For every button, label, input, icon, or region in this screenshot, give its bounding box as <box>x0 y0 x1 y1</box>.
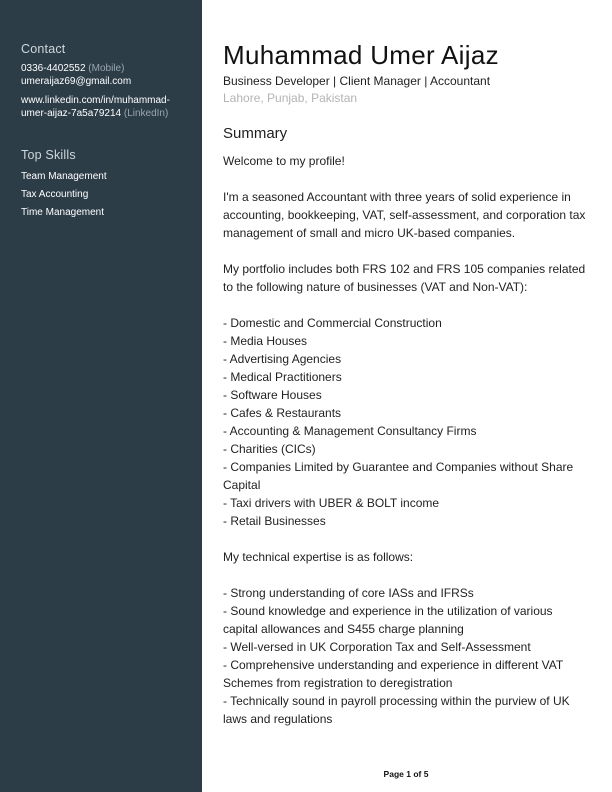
summary-line: - Accounting & Management Consultancy Firms <box>223 424 477 438</box>
profile-location: Lahore, Punjab, Pakistan <box>223 91 358 105</box>
summary-line: - Medical Practitioners <box>223 370 342 384</box>
summary-line: - Cafes & Restaurants <box>223 406 342 420</box>
profile-name: Muhammad Umer Aijaz <box>223 40 499 70</box>
summary-line <box>223 242 595 260</box>
summary-line: to the following nature of businesses (VAT and Non-VAT): <box>223 280 528 294</box>
skill-item: Team Management <box>21 171 107 182</box>
skills-heading: Top Skills <box>21 148 76 162</box>
linkedin-url-part1: www.linkedin.com/in/muhammad- <box>21 95 170 106</box>
summary-line <box>223 566 595 584</box>
summary-line: - Companies Limited by Guarantee and Companies without Share <box>223 460 574 474</box>
summary-line: laws and regulations <box>223 712 333 726</box>
summary-line: - Sound knowledge and experience in the utilization of various <box>223 604 553 618</box>
linkedin-link[interactable] <box>21 94 199 120</box>
sidebar <box>0 0 202 792</box>
summary-line: - Taxi drivers with UBER & BOLT income <box>223 496 440 510</box>
summary-line: - Strong understanding of core IASs and IFRSs <box>223 586 474 600</box>
skill-item: Time Management <box>21 207 104 218</box>
email-link[interactable]: umeraijaz69@gmail.com <box>21 76 132 87</box>
phone-type: (Mobile) <box>88 63 125 74</box>
contact-section <box>21 42 199 120</box>
summary-line: My portfolio includes both FRS 102 and FRS 105 companies related <box>223 262 586 276</box>
skill-item: Tax Accounting <box>21 189 89 200</box>
profile-headline: Business Developer | Client Manager | Accountant <box>223 74 491 88</box>
summary-line <box>223 170 595 188</box>
summary-line <box>223 296 595 314</box>
summary-line: - Media Houses <box>223 334 308 348</box>
summary-line: My technical expertise is as follows: <box>223 550 414 564</box>
summary-line: accounting, bookkeeping, VAT, self-assessment, and corporation tax <box>223 208 586 222</box>
summary-line: - Technically sound in payroll processing within the purview of UK <box>223 694 570 708</box>
summary-line: management of small and micro UK-based companies. <box>223 226 516 240</box>
linkedin-url-part2: umer-aijaz-7a5a79214 <box>21 108 122 119</box>
summary-line: Welcome to my profile! <box>223 154 345 168</box>
summary-line: - Comprehensive understanding and experience in different VAT <box>223 658 564 672</box>
summary-line: - Well-versed in UK Corporation Tax and Self-Assessment <box>223 640 531 654</box>
page-footer <box>0 769 612 779</box>
summary-line: capital allowances and S455 charge planning <box>223 622 464 636</box>
summary-line: - Software Houses <box>223 388 322 402</box>
contact-heading: Contact <box>21 42 66 56</box>
summary-line: Schemes from registration to deregistration <box>223 676 453 690</box>
linkedin-type: (LinkedIn) <box>123 108 169 119</box>
page-number: Page 1 of 5 <box>383 769 429 779</box>
summary-line <box>223 530 595 548</box>
phone-number[interactable]: 0336-4402552 <box>21 63 86 74</box>
summary-line: I'm a seasoned Accountant with three years of solid experience in <box>223 190 571 204</box>
summary-line: - Retail Businesses <box>223 514 326 528</box>
summary-line: - Advertising Agencies <box>223 352 342 366</box>
summary-line: Capital <box>223 478 261 492</box>
summary-body <box>223 152 595 728</box>
summary-line: - Domestic and Commercial Construction <box>223 316 442 330</box>
summary-line: - Charities (CICs) <box>223 442 316 456</box>
summary-title: Summary <box>223 125 288 142</box>
skills-section <box>21 148 199 222</box>
phone-line <box>21 62 199 75</box>
